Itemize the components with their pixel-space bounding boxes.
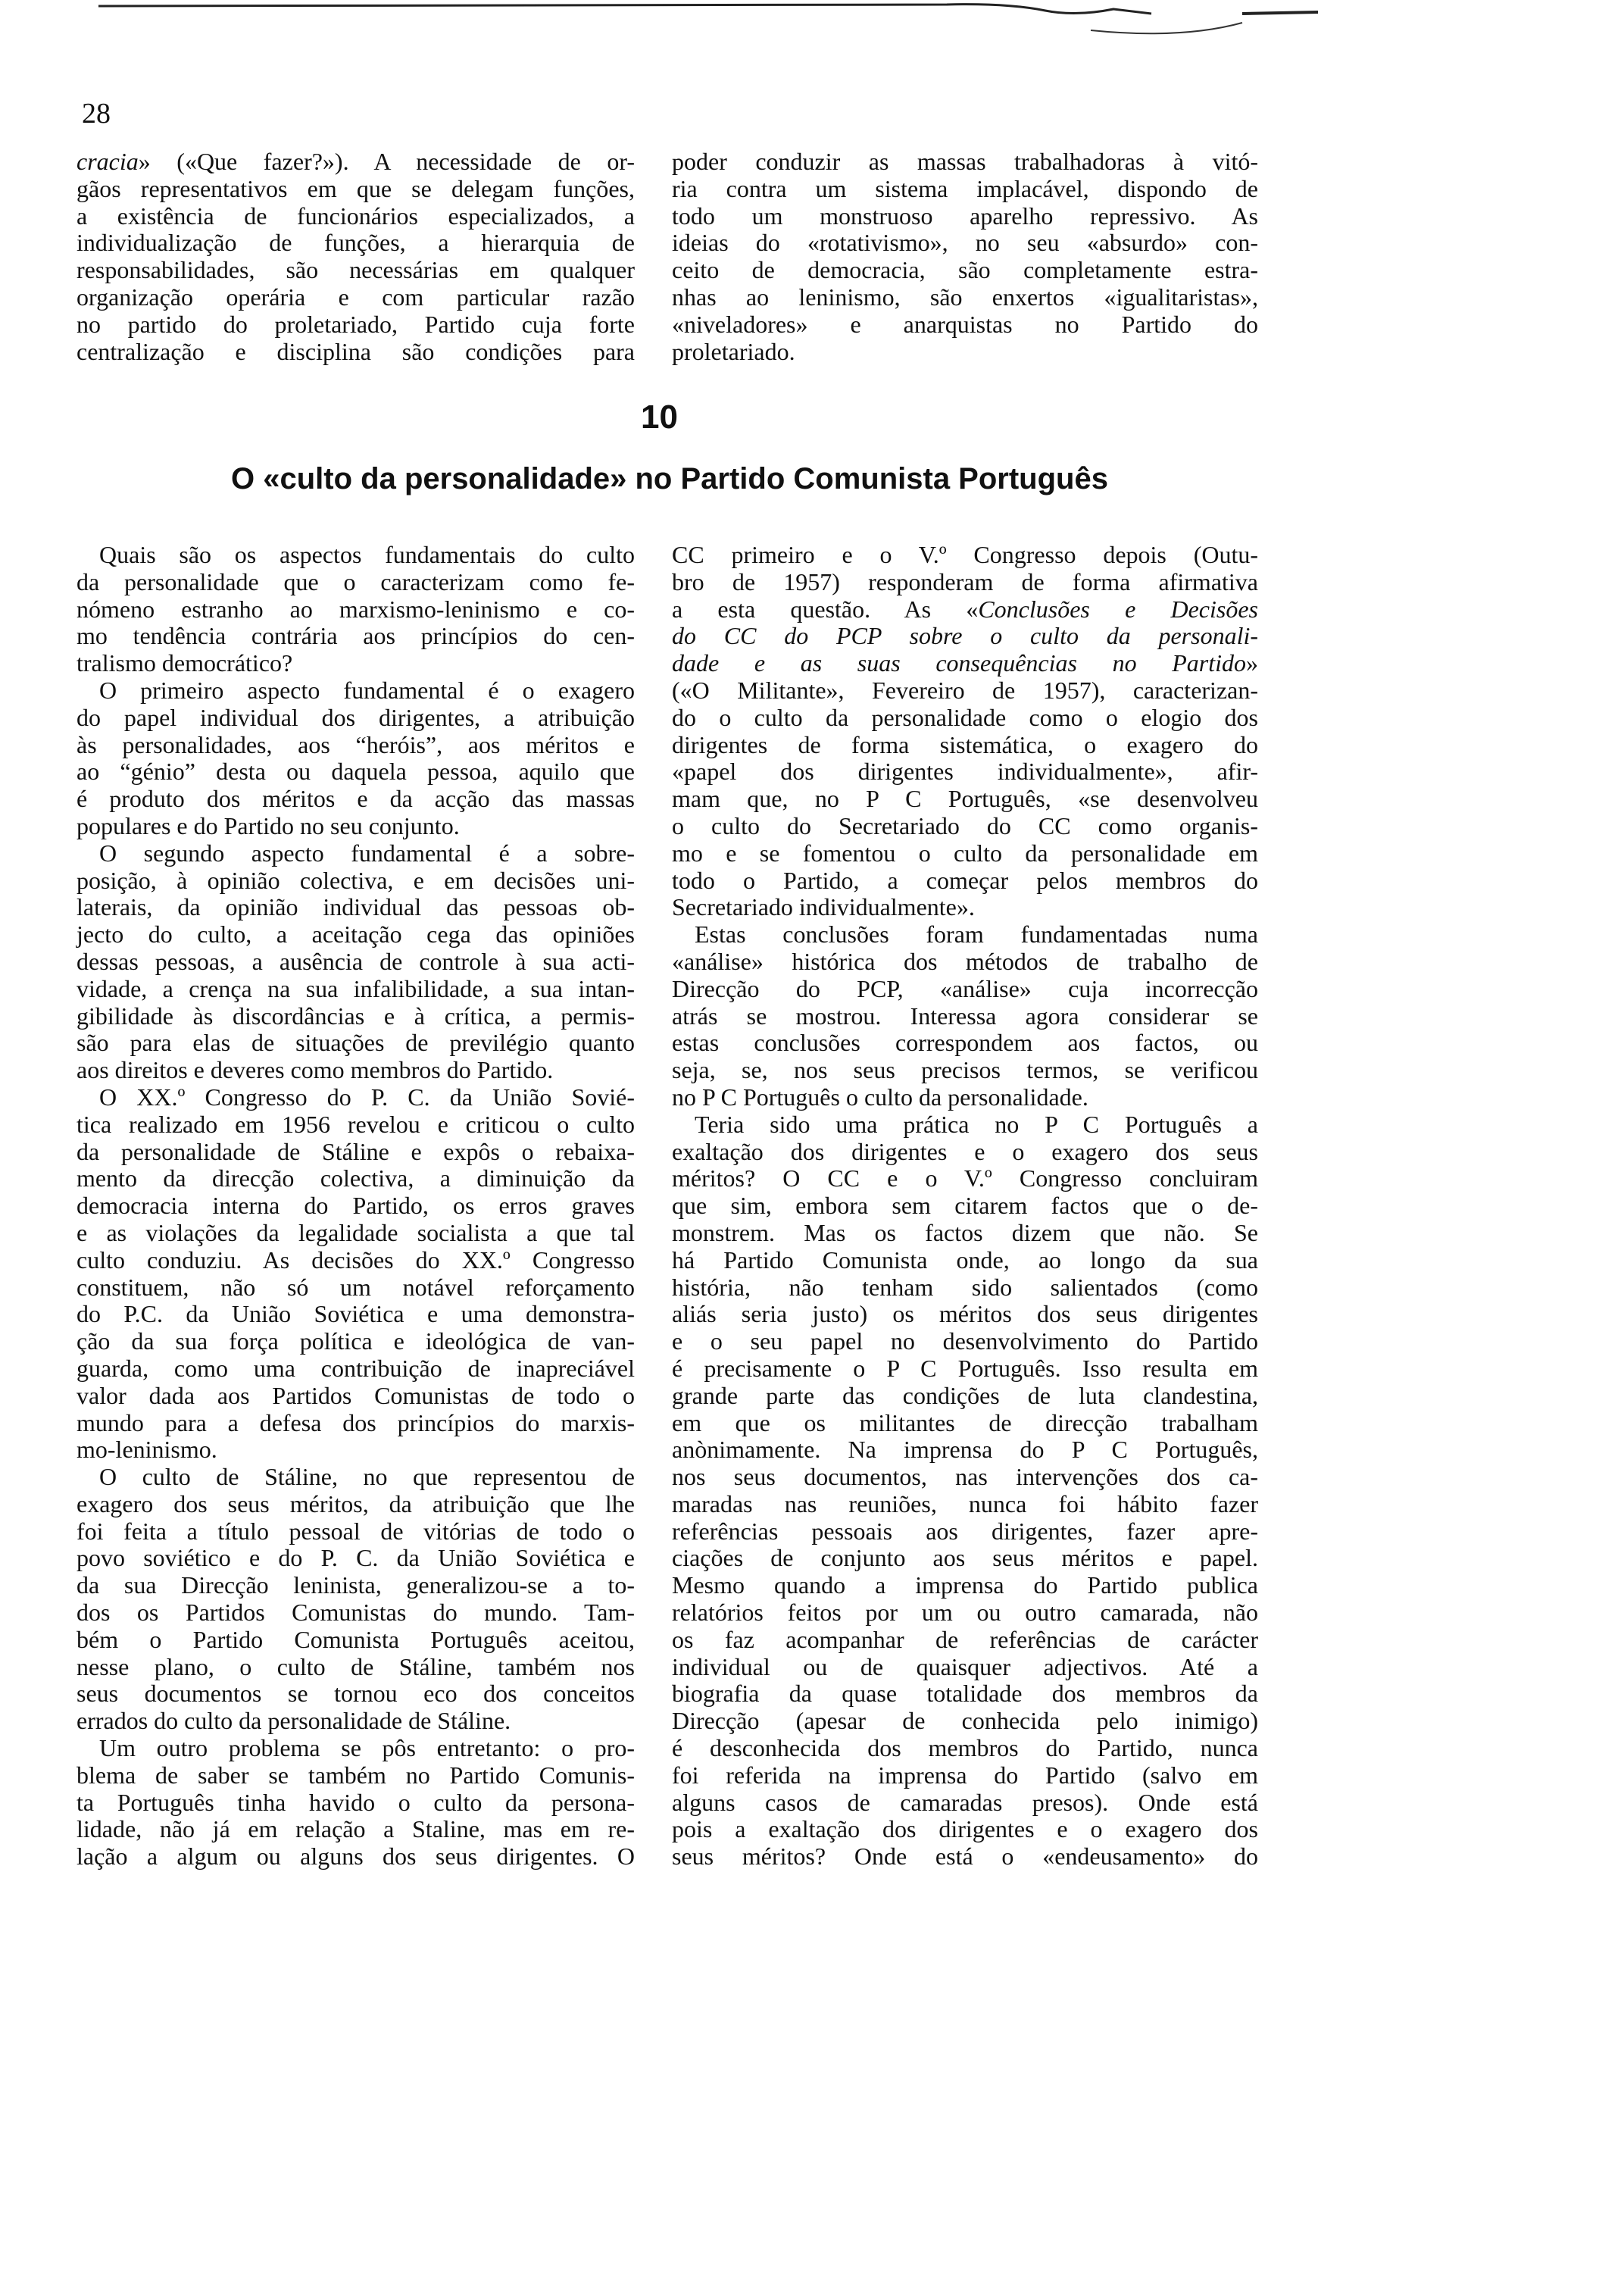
text-line	[77, 732, 635, 759]
text-segment: ciações de conjunto aos seus méritos e papel.	[672, 1544, 1258, 1572]
text-segment: os faz acompanhar de referências de carácter	[672, 1625, 1258, 1653]
text-segment: democracia interna do Partido, os erros graves	[77, 1192, 635, 1220]
text-line	[672, 284, 1258, 311]
text-line	[672, 758, 1258, 786]
text-segment: lidade, não já em relação a Staline, mas em re-	[77, 1815, 635, 1843]
text-segment: individualização de funções, a hierarquia de	[77, 229, 635, 257]
text-segment: mento da direcção colectiva, a diminuição da	[77, 1164, 635, 1192]
text-line	[77, 1789, 635, 1817]
text-line	[77, 1030, 635, 1057]
italic-text: cracia	[77, 148, 139, 175]
text-segment: mo tendência contrária aos princípios do cen-	[77, 622, 635, 650]
text-segment: povo soviético e do P. C. da União Soviética e	[77, 1544, 635, 1572]
text-segment: no partido do proletariado, Partido cuja forte	[77, 310, 635, 338]
text-line	[77, 1735, 635, 1762]
text-line	[672, 813, 1258, 840]
text-line	[77, 1111, 635, 1139]
page-number: 28	[82, 98, 111, 130]
text-line	[77, 1518, 635, 1546]
text-segment: e as violações da legalidade socialista a que tal	[77, 1218, 635, 1246]
text-segment: mo e se fomentou o culto da personalidade em	[672, 839, 1258, 867]
text-line	[672, 596, 1258, 624]
text-line	[672, 705, 1258, 732]
text-segment: lação a algum ou alguns dos seus dirigentes. O	[77, 1842, 635, 1871]
text-segment: Estas conclusões foram fundamentadas numa	[695, 920, 1258, 949]
top-right-column	[672, 148, 1258, 365]
text-line	[77, 1708, 635, 1735]
text-line	[672, 840, 1258, 867]
text-segment: errados do culto da personalidade de Stáline.	[77, 1707, 511, 1735]
text-segment: mam que, no P C Português, «se desenvolveu	[672, 785, 1258, 813]
text-segment: seus documentos se tornou eco dos conceitos	[77, 1680, 635, 1708]
text-segment: mundo para a defesa dos princípios do marxis-	[77, 1408, 635, 1436]
text-segment: blema de saber se também no Partido Comunis-	[77, 1761, 635, 1789]
text-line	[77, 1436, 635, 1464]
text-segment: foi feita a título pessoal de vitórias de todo o	[77, 1517, 635, 1545]
text-segment: da personalidade de Stáline e expôs o rebaixa-	[77, 1137, 635, 1165]
text-segment: O segundo aspecto fundamental é a sobre-	[99, 839, 635, 867]
text-line	[77, 650, 635, 677]
text-segment: é precisamente o P C Português. Isso resulta em	[672, 1354, 1258, 1382]
text-line	[77, 1355, 635, 1383]
text-segment: atrás se mostrou. Interessa agora considerar se	[672, 1002, 1258, 1030]
body-right-column	[672, 542, 1258, 1871]
text-segment: da personalidade que o caracterizam como fe-	[77, 567, 635, 595]
text-segment: todo um monstruoso aparelho repressivo. As	[672, 202, 1258, 230]
text-segment: jecto do culto, a aceitação cega das opiniões	[77, 920, 635, 949]
text-segment: pois a exaltação dos dirigentes e o exagero dos	[672, 1815, 1258, 1843]
text-line	[672, 1464, 1258, 1491]
text-segment: bro de 1957) responderam de forma afirmativa	[672, 567, 1258, 595]
text-line	[672, 677, 1258, 705]
text-segment: todo o Partido, a começar pelos membros do	[672, 866, 1258, 894]
text-segment: é desconhecida dos membros do Partido, nunca	[672, 1734, 1258, 1762]
text-segment: Um outro problema se pôs entretanto: o pro-	[99, 1734, 635, 1762]
text-segment: constituem, não só um notável reforçamento	[77, 1273, 635, 1301]
text-segment: às personalidades, aos “heróis”, aos méritos e	[77, 730, 635, 758]
text-segment: seus méritos? Onde está o «endeusamento» do	[672, 1842, 1258, 1871]
text-segment: alguns casos de camaradas presos). Onde está	[672, 1788, 1258, 1816]
italic-text: Conclusões e Decisões	[978, 595, 1259, 623]
text-segment: seja, se, nos seus precisos termos, se verificou	[672, 1056, 1258, 1084]
text-segment: é produto dos méritos e da acção das massas	[77, 785, 635, 813]
text-line	[77, 1192, 635, 1220]
text-segment: estas conclusões correspondem aos factos, ou	[672, 1029, 1258, 1057]
text-segment: populares e do Partido no seu conjunto.	[77, 811, 460, 839]
text-line	[77, 1328, 635, 1355]
text-segment: CC primeiro e o V.º Congresso depois (Outu-	[672, 541, 1258, 568]
text-segment: O primeiro aspecto fundamental é o exagero	[99, 676, 635, 704]
text-line	[77, 203, 635, 230]
text-segment: posição, à opinião colectiva, e em decisões uni-	[77, 866, 635, 894]
text-segment: dos os Partidos Comunistas do mundo. Tam-	[77, 1599, 635, 1627]
text-line	[77, 677, 635, 705]
text-line	[672, 1436, 1258, 1464]
text-segment: Quais são os aspectos fundamentais do culto	[99, 541, 635, 568]
text-line	[672, 1654, 1258, 1681]
text-line	[672, 1843, 1258, 1871]
text-line	[77, 1816, 635, 1843]
text-segment: «niveladores» e anarquistas no Partido do	[672, 310, 1258, 338]
text-line	[77, 949, 635, 976]
text-line	[672, 894, 1258, 921]
text-line	[672, 257, 1258, 284]
text-line	[77, 596, 635, 624]
text-line	[672, 569, 1258, 596]
text-line	[77, 1599, 635, 1627]
text-line	[77, 1165, 635, 1192]
text-line	[672, 732, 1258, 759]
text-segment: dirigentes de forma sistemática, o exagero do	[672, 730, 1258, 758]
text-line	[77, 1139, 635, 1166]
text-segment: Mesmo quando a imprensa do Partido publica	[672, 1571, 1258, 1599]
text-line	[77, 1057, 635, 1084]
text-line	[672, 230, 1258, 257]
text-line	[672, 339, 1258, 366]
text-line	[77, 1247, 635, 1274]
text-segment: tralismo democrático?	[77, 649, 293, 677]
text-segment: centralização e disciplina são condições para	[77, 337, 635, 365]
text-segment: exagero dos seus méritos, da atribuição que lhe	[77, 1489, 635, 1517]
text-line	[672, 623, 1258, 650]
text-line	[672, 1789, 1258, 1817]
text-segment: no P C Português o culto da personalidade.	[672, 1083, 1088, 1111]
text-segment: O XX.º Congresso do P. C. da União Sovié-	[99, 1083, 635, 1111]
scan-edge-artifact	[0, 0, 1624, 45]
text-line	[672, 1220, 1258, 1247]
text-segment: grande parte das condições de luta clandestina,	[672, 1381, 1258, 1409]
text-line	[672, 949, 1258, 976]
text-segment: méritos? O CC e o V.º Congresso concluiram	[672, 1164, 1258, 1192]
text-line	[672, 1572, 1258, 1599]
text-line	[672, 1355, 1258, 1383]
text-segment: nómeno estranho ao marxismo-leninismo e co-	[77, 595, 635, 623]
text-line	[77, 569, 635, 596]
text-line	[77, 758, 635, 786]
text-line	[77, 1654, 635, 1681]
text-line	[672, 203, 1258, 230]
text-line	[672, 1165, 1258, 1192]
body-left-column	[77, 542, 635, 1871]
text-segment: relatórios feitos por um ou outro camarada, não	[672, 1599, 1258, 1627]
text-line	[672, 1545, 1258, 1572]
text-line	[672, 1057, 1258, 1084]
text-line	[672, 1680, 1258, 1708]
text-line	[77, 1220, 635, 1247]
text-segment: «análise» histórica dos métodos de trabalho de	[672, 947, 1258, 975]
text-line	[77, 1301, 635, 1328]
text-segment: anònimamente. Na imprensa do P C Português,	[672, 1436, 1258, 1464]
text-segment: há Partido Comunista onde, ao longo da sua	[672, 1246, 1258, 1274]
text-line	[672, 1192, 1258, 1220]
text-line	[77, 1572, 635, 1599]
text-line	[77, 1680, 635, 1708]
text-segment: ao “génio” desta ou daquela pessoa, aquilo que	[77, 758, 635, 786]
text-segment: referências pessoais aos dirigentes, fazer apre-	[672, 1517, 1258, 1545]
text-line	[77, 1843, 635, 1871]
text-segment: ção da sua força política e ideológica de van-	[77, 1327, 635, 1355]
text-line	[77, 176, 635, 203]
text-segment: nesse plano, o culto de Stáline, também nos	[77, 1652, 635, 1680]
text-line	[77, 1383, 635, 1410]
text-segment: nos seus documentos, nas intervenções dos ca-	[672, 1463, 1258, 1491]
text-line	[672, 1383, 1258, 1410]
text-line	[77, 148, 635, 176]
text-line	[672, 1599, 1258, 1627]
text-segment: tica realizado em 1956 revelou e criticou o culto	[77, 1110, 635, 1138]
text-segment: e o seu papel no desenvolvimento do Partido	[672, 1327, 1258, 1355]
text-segment: a existência de funcionários especializados, a	[77, 202, 635, 230]
text-segment: organização operária e com particular razão	[77, 283, 635, 311]
text-segment: aliás seria justo) os méritos dos seus dirigentes	[672, 1300, 1258, 1328]
text-segment: O culto de Stáline, no que representou de	[99, 1463, 635, 1491]
text-segment: «papel dos dirigentes individualmente», afir-	[672, 758, 1258, 786]
text-segment: valor dada aos Partidos Comunistas de todo o	[77, 1381, 635, 1409]
text-line	[77, 976, 635, 1003]
text-line	[672, 1735, 1258, 1762]
text-segment: responsabilidades, são necessárias em qualquer	[77, 256, 635, 284]
text-segment: em que os militantes de direcção trabalham	[672, 1408, 1258, 1436]
text-line	[77, 1410, 635, 1437]
text-line	[672, 921, 1258, 949]
text-segment: dessas pessoas, a ausência de controle à sua acti-	[77, 947, 635, 975]
text-segment: ria contra um sistema implacável, dispondo de	[672, 174, 1258, 202]
text-segment: ceito de democracia, são completamente estra-	[672, 256, 1258, 284]
text-segment: monstrem. Mas os factos dizem que não. Se	[672, 1218, 1258, 1246]
text-segment: mo-leninismo.	[77, 1436, 217, 1464]
text-segment: da sua Direcção leninista, generalizou-se a to-	[77, 1571, 635, 1599]
text-line	[672, 1003, 1258, 1030]
text-line	[672, 786, 1258, 813]
text-line	[77, 894, 635, 921]
text-segment: foi referida na imprensa do Partido (salvo em	[672, 1761, 1258, 1789]
text-line	[672, 1708, 1258, 1735]
text-segment: biografia da quase totalidade dos membros da	[672, 1680, 1258, 1708]
text-line	[77, 1491, 635, 1518]
text-segment: Secretariado individualmente».	[672, 893, 975, 921]
text-line	[672, 976, 1258, 1003]
text-line	[672, 650, 1258, 677]
text-segment: Direcção do PCP, «análise» cuja incorrecção	[672, 974, 1258, 1002]
text-line	[77, 921, 635, 949]
text-line	[672, 1518, 1258, 1546]
text-line	[77, 786, 635, 813]
text-segment: são para elas de situações de previlégio quanto	[77, 1029, 635, 1057]
text-line	[77, 1545, 635, 1572]
text-line	[77, 1627, 635, 1654]
text-line	[672, 176, 1258, 203]
text-segment: («O Militante», Fevereiro de 1957), caracterizan-	[672, 676, 1258, 704]
text-line	[77, 705, 635, 732]
text-segment: exaltação dos dirigentes e o exagero dos seus	[672, 1137, 1258, 1165]
text-line	[77, 1003, 635, 1030]
text-line	[672, 1111, 1258, 1139]
text-line	[672, 1139, 1258, 1166]
text-line	[672, 1328, 1258, 1355]
text-line	[672, 1274, 1258, 1302]
text-line	[77, 623, 635, 650]
text-segment: ideias do «rotativismo», no seu «absurdo» con-	[672, 229, 1258, 257]
text-segment: laterais, da opinião individual das pessoas ob-	[77, 893, 635, 921]
text-segment: a esta questão. As «	[672, 595, 979, 623]
text-line	[672, 1762, 1258, 1789]
section-number: 10	[641, 399, 678, 436]
text-line	[77, 1762, 635, 1789]
text-line	[77, 311, 635, 339]
text-line	[77, 1464, 635, 1491]
text-line	[672, 148, 1258, 176]
section-title: O «culto da personalidade» no Partido Comunista Português	[231, 462, 1108, 495]
text-line	[672, 867, 1258, 895]
text-segment: o culto do Secretariado do CC como organis-	[672, 811, 1258, 839]
text-line	[77, 840, 635, 867]
text-line	[672, 1301, 1258, 1328]
text-segment: do o culto da personalidade como o elogio dos	[672, 703, 1258, 731]
text-segment: que sim, embora sem citarem factos que o de-	[672, 1192, 1258, 1220]
text-segment: nhas ao leninismo, são enxertos «igualitaristas»,	[672, 283, 1258, 311]
text-line	[77, 339, 635, 366]
text-line	[672, 1084, 1258, 1111]
text-segment: Direcção (apesar de conhecida pelo inimigo)	[672, 1707, 1258, 1735]
italic-text: dade e as suas consequências no Partido	[672, 649, 1246, 677]
text-line	[672, 1030, 1258, 1057]
text-segment: Teria sido uma prática no P C Português a	[695, 1110, 1258, 1138]
text-line	[672, 311, 1258, 339]
text-segment: bém o Partido Comunista Português aceitou,	[77, 1625, 635, 1653]
text-line	[77, 867, 635, 895]
text-segment: poder conduzir as massas trabalhadoras à vitó-	[672, 148, 1258, 175]
text-segment: maradas nas reuniões, nunca foi hábito fazer	[672, 1489, 1258, 1517]
top-left-column	[77, 148, 635, 365]
text-segment: ta Português tinha havido o culto da persona-	[77, 1788, 635, 1816]
text-segment: proletariado.	[672, 337, 795, 365]
text-line	[77, 230, 635, 257]
text-line	[672, 542, 1258, 569]
text-line	[77, 284, 635, 311]
italic-text: do CC do PCP sobre o culto da personali-	[672, 622, 1258, 650]
text-line	[77, 542, 635, 569]
text-segment: »	[1246, 649, 1258, 677]
text-line	[77, 1084, 635, 1111]
text-segment: » («Que fazer?»). A necessidade de or-	[138, 148, 635, 175]
text-line	[672, 1627, 1258, 1654]
text-segment: história, não tenham sido salientados (como	[672, 1273, 1258, 1301]
text-segment: gãos representativos em que se delegam funções,	[77, 174, 635, 202]
text-segment: individual ou de quaisquer adjectivos. Até a	[672, 1652, 1258, 1680]
text-segment: aos direitos e deveres como membros do Partido.	[77, 1056, 554, 1084]
text-line	[672, 1816, 1258, 1843]
text-line	[77, 813, 635, 840]
text-segment: do P.C. da União Soviética e uma demonstra-	[77, 1300, 635, 1328]
text-line	[77, 1274, 635, 1302]
text-line	[77, 257, 635, 284]
text-line	[672, 1491, 1258, 1518]
text-line	[672, 1410, 1258, 1437]
text-segment: do papel individual dos dirigentes, a atribuição	[77, 703, 635, 731]
text-segment: culto conduziu. As decisões do XX.º Congresso	[77, 1246, 635, 1274]
text-segment: vidade, a crença na sua infalibilidade, a sua intan-	[77, 974, 635, 1002]
text-line	[672, 1247, 1258, 1274]
text-segment: gibilidade às discordâncias e à crítica, a permis-	[77, 1002, 635, 1030]
text-segment: guarda, como uma contribuição de inapreciável	[77, 1354, 635, 1382]
